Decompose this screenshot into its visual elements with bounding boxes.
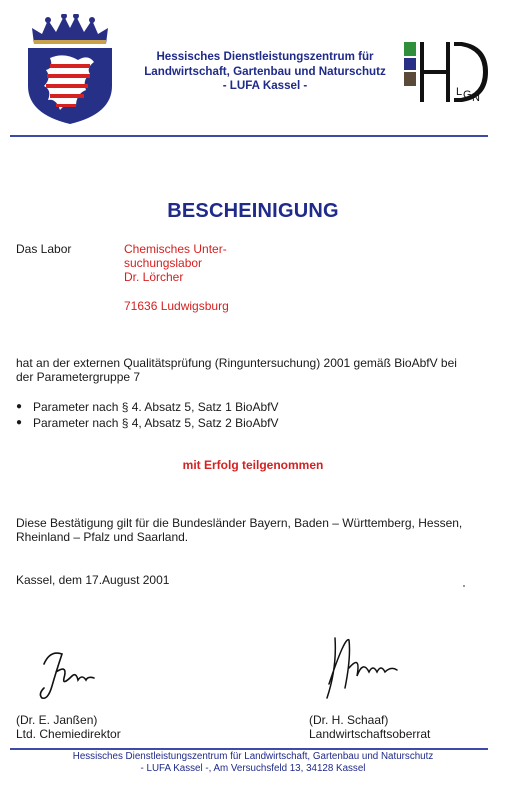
signer-left: [16, 713, 121, 741]
lab-name-line-2: suchungslabor: [124, 256, 203, 270]
signer-left-title: Ltd. Chemiedirektor: [16, 727, 121, 741]
svg-text:L: L: [456, 86, 463, 98]
signature-right: [315, 628, 405, 708]
scan-speck: [463, 585, 465, 587]
list-item: [16, 400, 496, 414]
list-item: [16, 416, 496, 430]
parameter-list: [16, 400, 496, 432]
footer-address: [0, 751, 506, 775]
validity-line-1: Diese Bestätigung gilt für die Bundesländer Bayern, Baden – Württemberg, Hessen,: [16, 516, 463, 530]
svg-text:N: N: [472, 92, 480, 104]
participation-statement: [16, 356, 496, 384]
lab-city: 71636 Ludwigsburg: [124, 299, 229, 313]
organization-name: [120, 50, 410, 94]
lab-name: [124, 242, 227, 284]
hessen-coat-of-arms-icon: [20, 14, 120, 126]
org-line-3: - LUFA Kassel -: [222, 79, 308, 92]
lab-name-line-1: Chemisches Unter-: [124, 242, 227, 256]
validity-statement: [16, 516, 498, 544]
bullet-icon: ●: [16, 417, 23, 428]
signer-right-name: (Dr. H. Schaaf): [309, 713, 389, 727]
document-title: BESCHEINIGUNG: [167, 200, 339, 222]
bullet-icon: ●: [16, 401, 23, 412]
signer-right: [309, 713, 430, 741]
lab-name-line-3: Dr. Lörcher: [124, 270, 184, 284]
footer-line-2: - LUFA Kassel -, Am Versuchsfeld 13, 34128 Kassel: [140, 763, 366, 774]
place-date: Kassel, dem 17.August 2001: [16, 573, 170, 587]
hdlgn-logo: [402, 38, 490, 106]
header-divider: [10, 135, 488, 137]
result-statement: mit Erfolg teilgenommen: [182, 458, 324, 472]
signer-left-name: (Dr. E. Janßen): [16, 713, 98, 727]
validity-line-2: Rheinland – Pfalz und Saarland.: [16, 530, 189, 544]
signature-left: [34, 642, 104, 704]
signer-right-title: Landwirtschaftsoberrat: [309, 727, 431, 741]
svg-text:G: G: [463, 89, 472, 101]
statement-line-2: der Parametergruppe 7: [16, 370, 141, 384]
parameter-text: Parameter nach § 4. Absatz 5, Satz 1 BioAbfV: [33, 400, 279, 414]
footer-divider: [10, 748, 488, 750]
footer-line-1: Hessisches Dienstleistungszentrum für Landwirtschaft, Gartenbau und Naturschutz: [72, 751, 434, 762]
parameter-text: Parameter nach § 4, Absatz 5, Satz 2 BioAbfV: [33, 416, 279, 430]
org-line-2: Landwirtschaft, Gartenbau und Naturschutz: [144, 64, 386, 78]
lab-label: Das Labor: [16, 242, 72, 256]
org-line-1: Hessisches Dienstleistungszentrum für: [156, 50, 374, 63]
statement-line-1: hat an der externen Qualitätsprüfung (Ringuntersuchung) 2001 gemäß BioAbfV bei: [16, 356, 457, 370]
